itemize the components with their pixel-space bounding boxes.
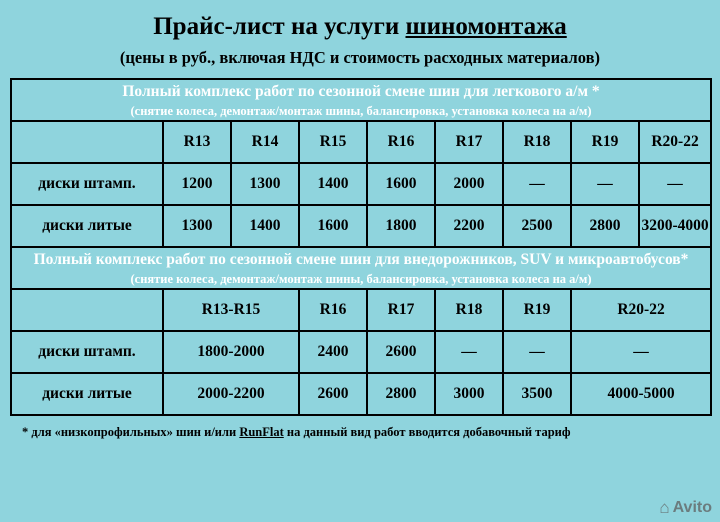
section1-col-r20-22: R20-22	[639, 121, 711, 163]
section2-row0-val5: —	[571, 331, 711, 373]
section1-band	[11, 79, 711, 121]
footnote-suffix: на данный вид работ вводится добавочный тариф	[283, 425, 571, 439]
section1-row0-val6: —	[571, 163, 639, 205]
section2-col-r16: R16	[299, 289, 367, 331]
section1-row1-val5: 2500	[503, 205, 571, 247]
table-row	[11, 373, 711, 415]
section2-row0-val2: 2600	[367, 331, 435, 373]
section2-col-r18: R18	[435, 289, 503, 331]
section1-row1-val4: 2200	[435, 205, 503, 247]
section1-row1-label: диски литые	[11, 205, 163, 247]
section1-row1-val0: 1300	[163, 205, 231, 247]
section1-row0-val3: 1600	[367, 163, 435, 205]
section2-row0-val4: —	[503, 331, 571, 373]
footnote-prefix: * для «низкопрофильных» шин и/или	[22, 425, 240, 439]
section2-header-row	[11, 289, 711, 331]
section1-row0-val1: 1300	[231, 163, 299, 205]
section2-band-row	[11, 247, 711, 289]
section1-band-sub: (снятие колеса, демонтаж/монтаж шины, балансировка, установка колеса на а/м)	[130, 103, 592, 118]
section2-col-r17: R17	[367, 289, 435, 331]
section1-row1-val6: 2800	[571, 205, 639, 247]
section1-col-0	[11, 121, 163, 163]
section2-row0-val1: 2400	[299, 331, 367, 373]
avito-logo-icon: ⌂	[659, 498, 670, 517]
section1-row0-val2: 1400	[299, 163, 367, 205]
section1-col-r18: R18	[503, 121, 571, 163]
section1-header-row	[11, 121, 711, 163]
section2-row1-val2: 2800	[367, 373, 435, 415]
section2-row1-val5: 4000-5000	[571, 373, 711, 415]
section1-band-title: Полный комплекс работ по сезонной смене шин для легкового а/м *	[122, 82, 600, 100]
section2-band-title: Полный комплекс работ по сезонной смене шин для внедорожников, SUV и микроавтобусов*	[33, 250, 689, 268]
section1-row1-val1: 1400	[231, 205, 299, 247]
price-table	[10, 78, 712, 416]
section1-band-row	[11, 79, 711, 121]
section1-row0-val4: 2000	[435, 163, 503, 205]
section2-row1-val3: 3000	[435, 373, 503, 415]
page-title-text: Прайс-лист на услуги	[153, 13, 406, 40]
section1-row1-val2: 1600	[299, 205, 367, 247]
section1-col-r14: R14	[231, 121, 299, 163]
section1-row0-val7: —	[639, 163, 711, 205]
section2-col-r13-r15: R13-R15	[163, 289, 299, 331]
section2-col-0	[11, 289, 163, 331]
footnote-runflat: RunFlat	[239, 425, 284, 439]
section2-band-sub: (снятие колеса, демонтаж/монтаж шины, балансировка, установка колеса на а/м)	[130, 271, 592, 286]
table-row	[11, 331, 711, 373]
section2-row0-val3: —	[435, 331, 503, 373]
section2-col-r19: R19	[503, 289, 571, 331]
section2-row1-val1: 2600	[299, 373, 367, 415]
section1-row0-label: диски штамп.	[11, 163, 163, 205]
section1-row0-val5: —	[503, 163, 571, 205]
section1-col-r17: R17	[435, 121, 503, 163]
footnote	[10, 425, 710, 440]
page-title-underlined: шиномонтажа	[405, 13, 567, 40]
table-row	[11, 163, 711, 205]
section2-row1-label: диски литые	[11, 373, 163, 415]
section1-row0-val0: 1200	[163, 163, 231, 205]
section1-col-r19: R19	[571, 121, 639, 163]
section2-row0-label: диски штамп.	[11, 331, 163, 373]
section1-col-r13: R13	[163, 121, 231, 163]
section1-col-r15: R15	[299, 121, 367, 163]
avito-watermark	[659, 498, 712, 518]
table-row	[11, 205, 711, 247]
section2-row1-val0: 2000-2200	[163, 373, 299, 415]
section1-col-r16: R16	[367, 121, 435, 163]
section2-row0-val0: 1800-2000	[163, 331, 299, 373]
section1-row1-val7: 3200-4000	[639, 205, 711, 247]
section1-row1-val3: 1800	[367, 205, 435, 247]
section2-row1-val4: 3500	[503, 373, 571, 415]
section2-col-r20-22: R20-22	[571, 289, 711, 331]
page-subtitle: (цены в руб., включая НДС и стоимость расходных материалов)	[119, 48, 601, 67]
avito-watermark-label: Avito	[672, 499, 712, 516]
page-title	[10, 12, 710, 42]
section2-band	[11, 247, 711, 289]
